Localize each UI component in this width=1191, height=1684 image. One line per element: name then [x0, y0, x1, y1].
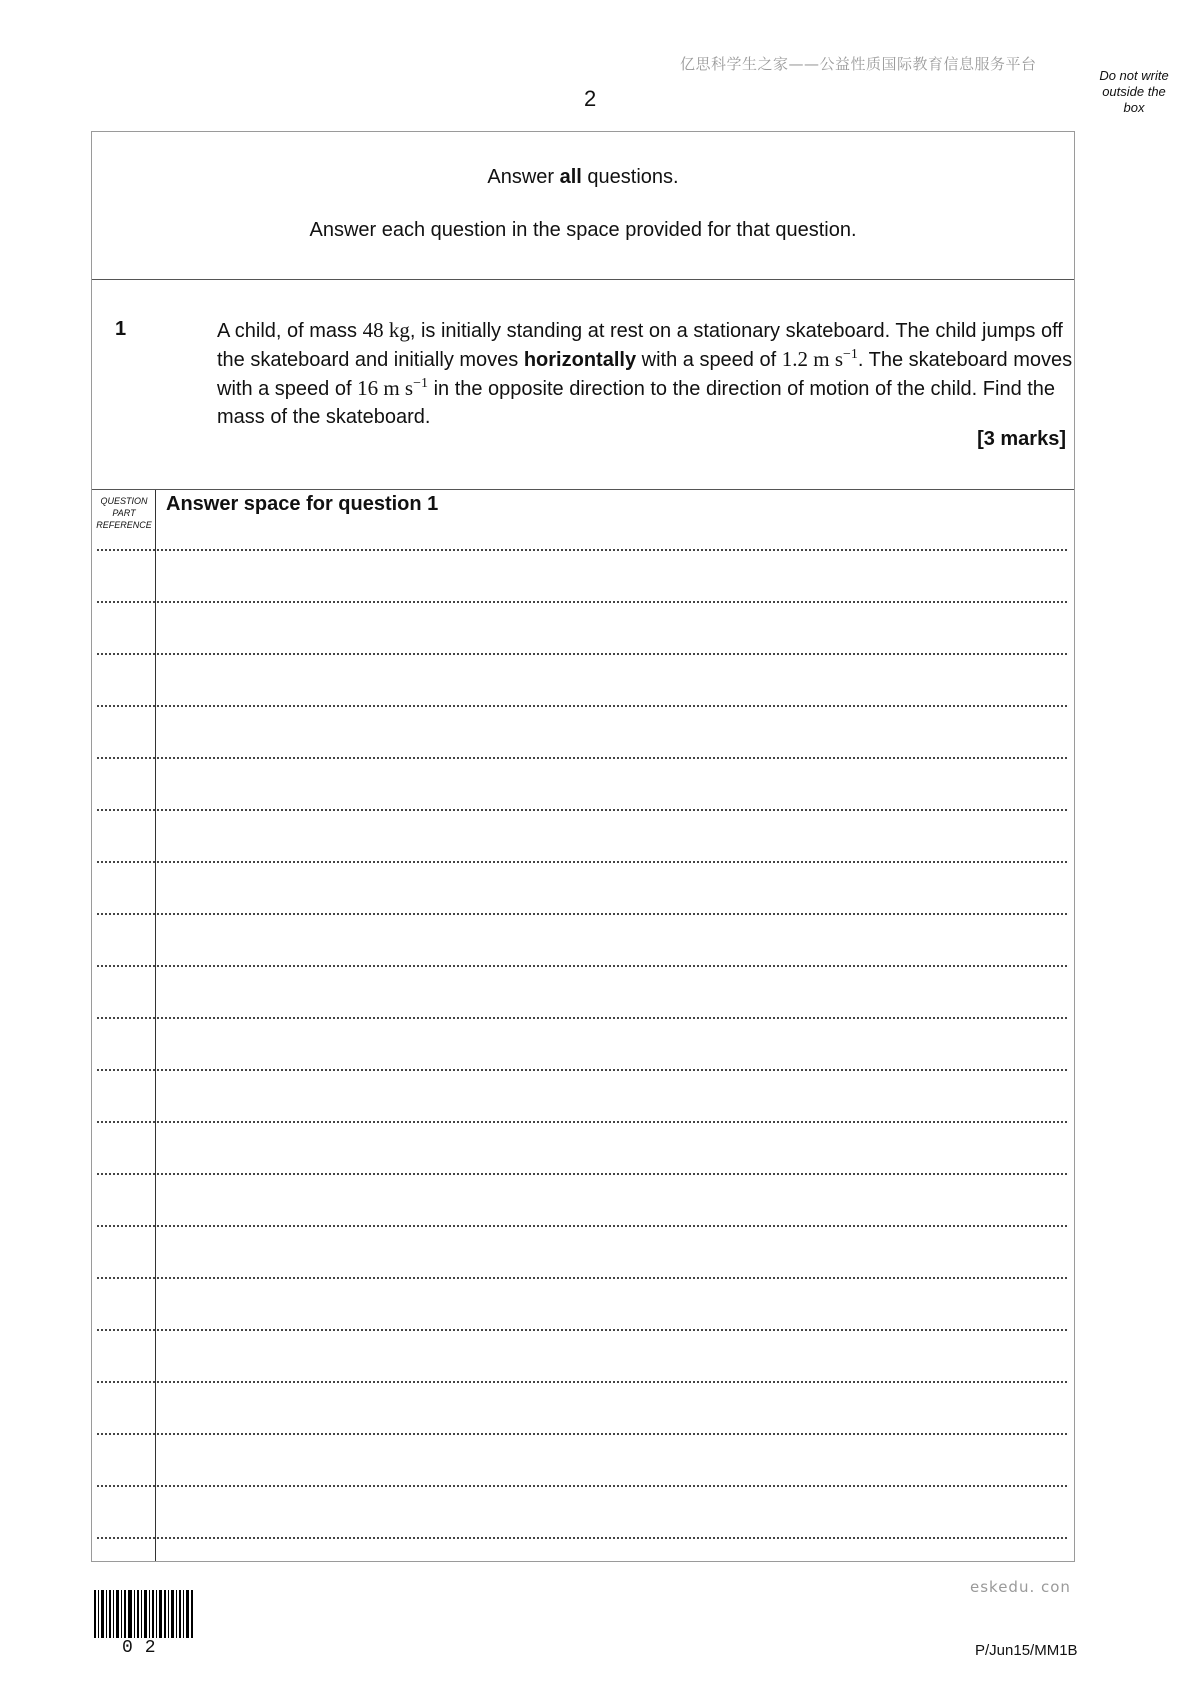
- question-1: [92, 280, 1074, 490]
- header-watermark: 亿思科学生之家——公益性质国际教育信息服务平台: [680, 55, 1037, 73]
- instructions-text: questions.: [581, 166, 679, 188]
- answer-line[interactable]: [97, 861, 1067, 863]
- instructions-line-2: Answer each question in the space provided for that question.: [309, 219, 857, 241]
- answer-line[interactable]: [97, 653, 1067, 655]
- skateboard-speed: 16 m $s^{-1}$: [357, 376, 429, 400]
- instructions-text: Answer: [487, 166, 560, 188]
- instructions-box: [92, 132, 1074, 280]
- answer-line[interactable]: [97, 1433, 1067, 1435]
- answer-line[interactable]: [97, 757, 1067, 759]
- barcode: [94, 1590, 194, 1638]
- instructions-emphasis: all: [559, 166, 582, 188]
- answer-line[interactable]: [97, 1173, 1067, 1175]
- question-text: A child, of mass 48 kg, is initially standing at rest on a stationary skateboard. The child jumps off the skateboard and initially moves horizontally with a speed of 1.2 m $s^{-1}$. The skateboard moves with a speed of 16 m $s^{-1}$ in the opposite direction to the direction of motion of the child. Find the mass of the skateboard.: [217, 318, 1073, 428]
- answer-space-heading: Answer space for question 1: [166, 493, 439, 515]
- margin-note-line: outside the: [1102, 84, 1166, 99]
- answer-line[interactable]: [97, 1329, 1067, 1331]
- footer-watermark: eskedu. con: [970, 1578, 1071, 1596]
- barcode-number: 02: [122, 1638, 168, 1658]
- instructions-line-1: [92, 166, 1074, 189]
- answer-line[interactable]: [97, 1537, 1067, 1539]
- answer-area[interactable]: [92, 490, 1074, 1561]
- answer-line[interactable]: [97, 1121, 1067, 1123]
- answer-line[interactable]: [97, 1277, 1067, 1279]
- question-part-reference-column: [92, 490, 156, 1561]
- margin-note: [1086, 68, 1182, 116]
- question-marks: [3 marks]: [977, 428, 1066, 450]
- paper-code: P/Jun15/MM1B: [975, 1642, 1078, 1659]
- answer-line[interactable]: [97, 1485, 1067, 1487]
- page-number: 2: [584, 86, 597, 111]
- reference-label: QUESTION PART REFERENCE: [96, 496, 152, 530]
- answer-line[interactable]: [97, 1225, 1067, 1227]
- answer-line[interactable]: [97, 705, 1067, 707]
- question-number: 1: [115, 318, 127, 340]
- answer-line[interactable]: [97, 913, 1067, 915]
- answer-line[interactable]: [97, 1069, 1067, 1071]
- margin-note-line: Do not write: [1099, 68, 1169, 83]
- answer-line[interactable]: [97, 1381, 1067, 1383]
- emphasis-word: horizontally: [523, 349, 637, 371]
- margin-note-line: box: [1123, 100, 1145, 115]
- answer-line[interactable]: [97, 601, 1067, 603]
- exam-page-frame: [91, 131, 1075, 1562]
- answer-line[interactable]: [97, 549, 1067, 551]
- mass-value: 48 kg: [362, 318, 410, 342]
- child-speed: 1.2 m $s^{-1}$: [781, 347, 858, 371]
- answer-line[interactable]: [97, 809, 1067, 811]
- answer-line[interactable]: [97, 1017, 1067, 1019]
- answer-line[interactable]: [97, 965, 1067, 967]
